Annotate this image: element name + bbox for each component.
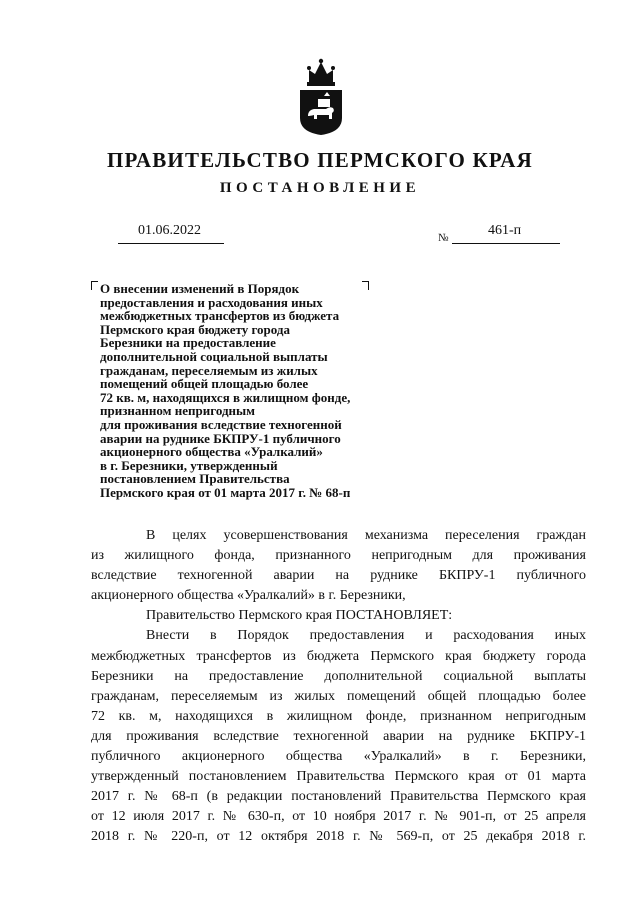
subject-line: в г. Березники, утвержденный — [100, 457, 278, 473]
subject-line: О внесении изменений в Порядок — [100, 281, 300, 296]
subject-line: Пермского края бюджету города — [100, 321, 290, 337]
body-line: 2017 г. № 68-п (в редакции постановлений Правительства Пермского края — [91, 789, 586, 805]
document-type: ПОСТАНОВЛЕНИЕ — [219, 180, 421, 196]
body-line: Березники на предоставление дополнительной социальной выплаты — [91, 668, 586, 684]
body-line: Внести в Порядок предоставления и расходования иных — [146, 628, 586, 644]
body-line: 72 кв. м, находящихся в жилищном фонде, признанном непригодным — [91, 708, 586, 724]
body-line: из жилищного фонда, признанного непригодным для проживания — [91, 548, 586, 564]
body-line: В целях усовершенствования механизма переселения граждан — [146, 528, 586, 543]
coat-of-arms-icon — [296, 56, 346, 136]
document-number: 461-п — [488, 223, 522, 238]
subject-line: 72 кв. м, находящихся в жилищном фонде, — [100, 389, 351, 405]
number-underline — [452, 243, 560, 244]
body-line: утвержденный постановлением Правительства Пермского края от 01 марта — [91, 769, 586, 785]
document-body — [91, 526, 586, 848]
body-line: публичного акционерного общества «Уралкалий» в г. Березники, — [91, 749, 586, 765]
body-line: Правительство Пермского края ПОСТАНОВЛЯЕТ: — [146, 608, 453, 624]
subject-line: гражданам, переселяемым из жилых — [100, 362, 318, 378]
date-underline — [118, 243, 224, 244]
number-sign: № — [438, 232, 449, 244]
document-subject — [100, 282, 400, 500]
body-line: для проживания вследствие техногенной аварии на руднике БКПРУ-1 — [91, 728, 586, 744]
subject-line: межбюджетных трансфертов из бюджета — [100, 308, 340, 324]
body-line: межбюджетных трансфертов из бюджета Пермского края бюджету города — [91, 648, 586, 664]
document-date: 01.06.2022 — [138, 223, 201, 238]
subject-line: постановлением Правительства — [100, 471, 290, 487]
subject-line: Пермского края от 01 марта 2017 г. № 68-п — [100, 484, 351, 500]
body-line: акционерного общества «Уралкалий» в г. Березники, — [91, 588, 406, 604]
body-line: вследствие техногенной аварии на руднике БКПРУ-1 публичного — [91, 568, 586, 584]
subject-line: для проживания вследствие техногенной — [100, 416, 342, 432]
subject-line: дополнительной социальной выплаты — [100, 348, 328, 364]
subject-line: акционерного общества «Уралкалий» — [100, 444, 323, 460]
subject-line: помещений общей площадью более — [100, 376, 309, 392]
government-title: ПРАВИТЕЛЬСТВО ПЕРМСКОГО КРАЯ — [106, 148, 533, 172]
subject-line: признанном непригодным — [100, 403, 256, 419]
subject-line: аварии на руднике БКПРУ-1 публичного — [100, 430, 341, 446]
subject-line: предоставления и расходования иных — [100, 294, 323, 310]
subject-line: Березники на предоставление — [100, 335, 276, 351]
body-line: гражданам, переселяемым из жилых помещений общей площадью более — [91, 688, 586, 704]
body-line: от 12 июля 2017 г. № 630-п, от 10 ноября 2017 г. № 901-п, от 25 апреля — [91, 809, 586, 825]
body-line: 2018 г. № 220-п, от 12 октября 2018 г. № 569-п, от 25 декабря 2018 г. — [91, 829, 586, 845]
subject-corner-left — [91, 281, 98, 290]
